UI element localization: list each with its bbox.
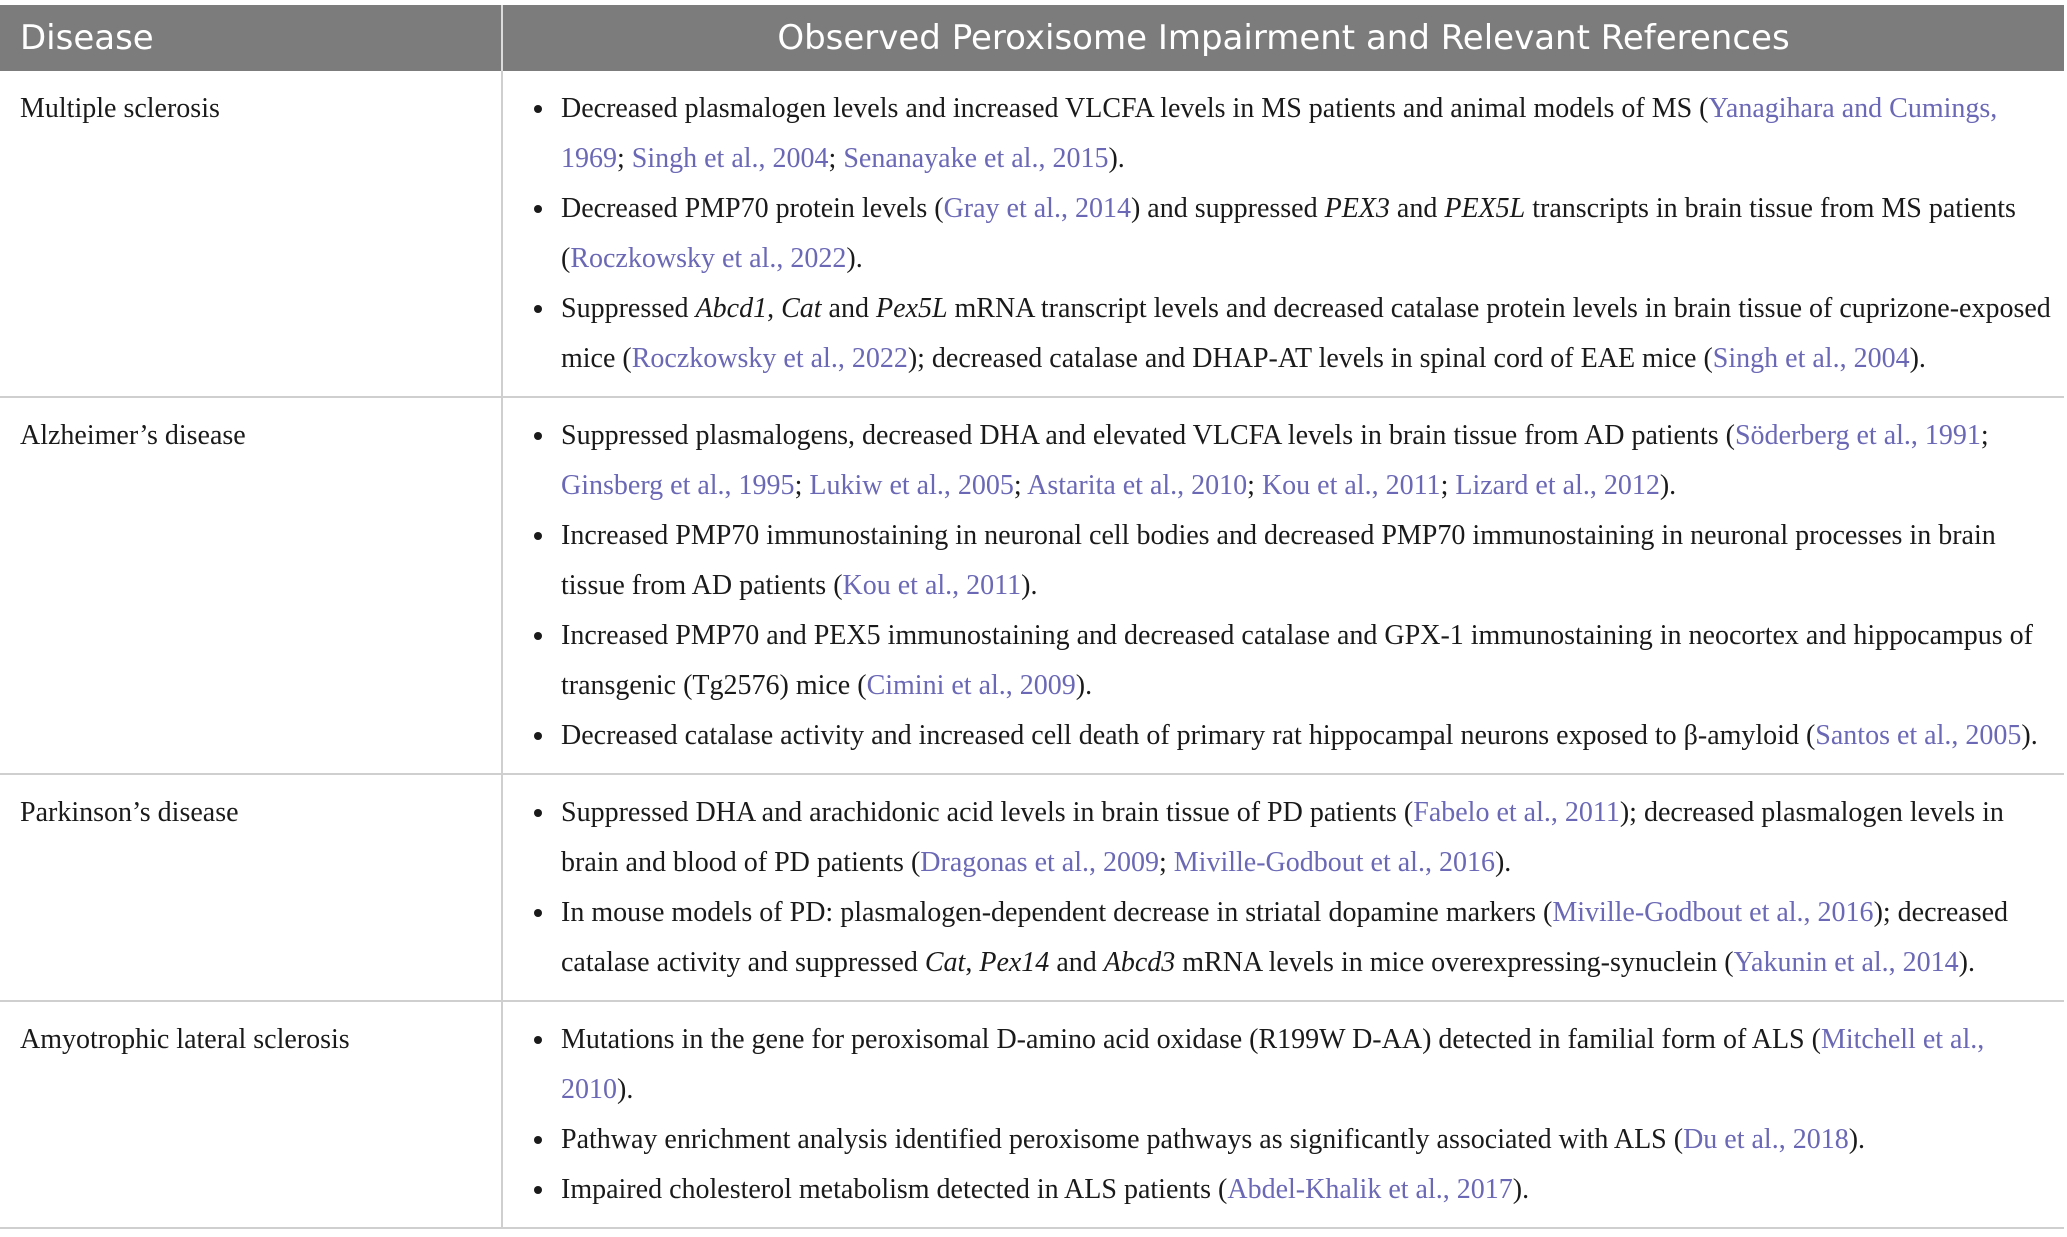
text-fragment: Pathway enrichment analysis identified peroxisome pathways as significantly associated with ALS (: [561, 1124, 1684, 1155]
reference-link[interactable]: Singh et al., 2004: [1712, 343, 1910, 374]
observation-list: [503, 1015, 2052, 1215]
observation-list: [503, 84, 2052, 384]
text-fragment: ;: [1013, 470, 1028, 501]
text-fragment: ;: [1980, 420, 1989, 451]
gene-name: Pex14: [979, 947, 1050, 978]
text-fragment: ).: [1909, 343, 1926, 374]
reference-link[interactable]: Lukiw et al., 2005: [809, 470, 1014, 501]
list-item: [557, 1115, 2052, 1165]
reference-link[interactable]: Mitchell et al., 2010: [561, 1024, 1985, 1105]
disease-cell: Multiple sclerosis: [0, 71, 502, 397]
text-fragment: ;: [1159, 847, 1174, 878]
text-fragment: and: [1049, 947, 1104, 978]
text-fragment: ,: [767, 293, 782, 324]
list-item: [557, 888, 2052, 988]
reference-link[interactable]: Söderberg et al., 1991: [1734, 420, 1981, 451]
text-fragment: transcripts in brain tissue from MS patients (: [561, 193, 2016, 274]
disease-cell: Alzheimer’s disease: [0, 397, 502, 774]
observations-cell: [502, 1001, 2064, 1228]
text-fragment: and: [821, 293, 876, 324]
text-fragment: Suppressed plasmalogens, decreased DHA and elevated VLCFA levels in brain tissue from AD patients (: [561, 420, 1735, 451]
list-item: [557, 1165, 2052, 1215]
reference-link[interactable]: Miville-Godbout et al., 2016: [1552, 897, 1874, 928]
text-fragment: ;: [794, 470, 810, 501]
text-fragment: ).: [1108, 143, 1125, 174]
table-row: [0, 1001, 2064, 1228]
reference-link[interactable]: Du et al., 2018: [1683, 1124, 1849, 1155]
list-item: [557, 84, 2052, 184]
text-fragment: ;: [1247, 470, 1262, 501]
reference-link[interactable]: Fabelo et al., 2011: [1413, 797, 1620, 828]
reference-link[interactable]: Yakunin et al., 2014: [1733, 947, 1959, 978]
reference-link[interactable]: Yanagihara and Cumings, 1969: [561, 93, 1998, 174]
reference-link[interactable]: Roczkowsky et al., 2022: [631, 343, 908, 374]
text-fragment: ).: [1494, 847, 1512, 878]
text-fragment: ).: [846, 243, 863, 274]
text-fragment: ).: [1512, 1174, 1530, 1205]
list-item: [557, 284, 2052, 384]
reference-link[interactable]: Lizard et al., 2012: [1455, 470, 1660, 501]
reference-link[interactable]: Ginsberg et al., 1995: [561, 470, 795, 501]
table-row: [0, 71, 2064, 397]
text-fragment: ); decreased catalase activity and suppressed: [561, 897, 2009, 978]
reference-link[interactable]: Roczkowsky et al., 2022: [570, 243, 847, 274]
text-fragment: ;: [1440, 470, 1456, 501]
list-item: [557, 511, 2052, 611]
text-fragment: ).: [1075, 670, 1093, 701]
header-row: [0, 5, 2064, 71]
observations-cell: [502, 397, 2064, 774]
gene-name: Abcd3: [1103, 947, 1176, 978]
text-fragment: In mouse models of PD: plasmalogen-dependent decrease in striatal dopamine markers (: [561, 897, 1553, 928]
text-fragment: mRNA levels in mice overexpressing-synuclein (: [1175, 947, 1734, 978]
list-item: [557, 1015, 2052, 1115]
gene-name: Pex5L: [875, 293, 948, 324]
text-fragment: ).: [2021, 720, 2038, 751]
gene-name: Cat: [781, 293, 822, 324]
observations-cell: [502, 71, 2064, 397]
header-disease: Disease: [0, 5, 502, 71]
list-item: [557, 611, 2052, 711]
reference-link[interactable]: Miville-Godbout et al., 2016: [1173, 847, 1495, 878]
reference-link[interactable]: Abdel-Khalik et al., 2017: [1227, 1174, 1513, 1205]
text-fragment: ); decreased plasmalogen levels in brain and blood of PD patients (: [561, 797, 2004, 878]
table-body: [0, 71, 2064, 1228]
gene-name: PEX3: [1324, 193, 1390, 224]
text-fragment: Mutations in the gene for peroxisomal D-amino acid oxidase (R199W D-AA) detected in familial form of ALS (: [561, 1024, 1821, 1055]
text-fragment: Decreased PMP70 protein levels (: [561, 193, 944, 224]
text-fragment: Increased PMP70 immunostaining in neuronal cell bodies and decreased PMP70 immunostaining in neuronal processes in brain tissue from AD patients (: [561, 520, 1996, 601]
text-fragment: Suppressed: [561, 293, 696, 324]
gene-name: Abcd1: [695, 293, 768, 324]
list-item: [557, 788, 2052, 888]
text-fragment: ).: [1848, 1124, 1866, 1155]
table-row: [0, 774, 2064, 1001]
observation-list: [503, 788, 2052, 988]
list-item: [557, 411, 2052, 511]
reference-link[interactable]: Gray et al., 2014: [943, 193, 1131, 224]
text-fragment: Decreased catalase activity and increased cell death of primary rat hippocampal neurons exposed to β-amyloid (: [561, 720, 1816, 751]
text-fragment: mRNA transcript levels and decreased catalase protein levels in brain tissue of cuprizone-exposed mice (: [561, 293, 2051, 374]
reference-link[interactable]: Cimini et al., 2009: [866, 670, 1076, 701]
text-fragment: and: [1389, 193, 1445, 224]
text-fragment: ).: [1659, 470, 1677, 501]
reference-link[interactable]: Senanayake et al., 2015: [843, 143, 1109, 174]
text-fragment: ;: [617, 143, 632, 174]
text-fragment: ,: [965, 947, 980, 978]
reference-link[interactable]: Astarita et al., 2010: [1027, 470, 1248, 501]
text-fragment: ); decreased catalase and DHAP-AT levels in spinal cord of EAE mice (: [907, 343, 1713, 374]
reference-link[interactable]: Kou et al., 2011: [842, 570, 1022, 601]
observations-cell: [502, 774, 2064, 1001]
list-item: [557, 711, 2052, 761]
text-fragment: ).: [617, 1074, 634, 1105]
text-fragment: ) and suppressed: [1130, 193, 1325, 224]
reference-link[interactable]: Santos et al., 2005: [1815, 720, 2022, 751]
header-observed-impairment: Observed Peroxisome Impairment and Relevant References: [502, 5, 2064, 71]
gene-name: PEX5L: [1444, 193, 1526, 224]
peroxisome-impairment-table: [0, 5, 2064, 1229]
reference-link[interactable]: Singh et al., 2004: [631, 143, 829, 174]
gene-name: Cat: [924, 947, 966, 978]
text-fragment: Increased PMP70 and PEX5 immunostaining and decreased catalase and GPX-1 immunostaining in neocortex and hippocampus of transgenic (Tg2576) mice (: [561, 620, 2033, 701]
text-fragment: Decreased plasmalogen levels and increased VLCFA levels in MS patients and animal models of MS (: [561, 93, 1709, 124]
text-fragment: ).: [1021, 570, 1038, 601]
observation-list: [503, 411, 2052, 761]
reference-link[interactable]: Kou et al., 2011: [1261, 470, 1441, 501]
reference-link[interactable]: Dragonas et al., 2009: [920, 847, 1159, 878]
table-row: [0, 397, 2064, 774]
text-fragment: Impaired cholesterol metabolism detected in ALS patients (: [561, 1174, 1228, 1205]
list-item: [557, 184, 2052, 284]
disease-cell: Parkinson’s disease: [0, 774, 502, 1001]
disease-cell: Amyotrophic lateral sclerosis: [0, 1001, 502, 1228]
text-fragment: Suppressed DHA and arachidonic acid levels in brain tissue of PD patients (: [561, 797, 1414, 828]
text-fragment: ;: [828, 143, 844, 174]
text-fragment: ).: [1958, 947, 1975, 978]
